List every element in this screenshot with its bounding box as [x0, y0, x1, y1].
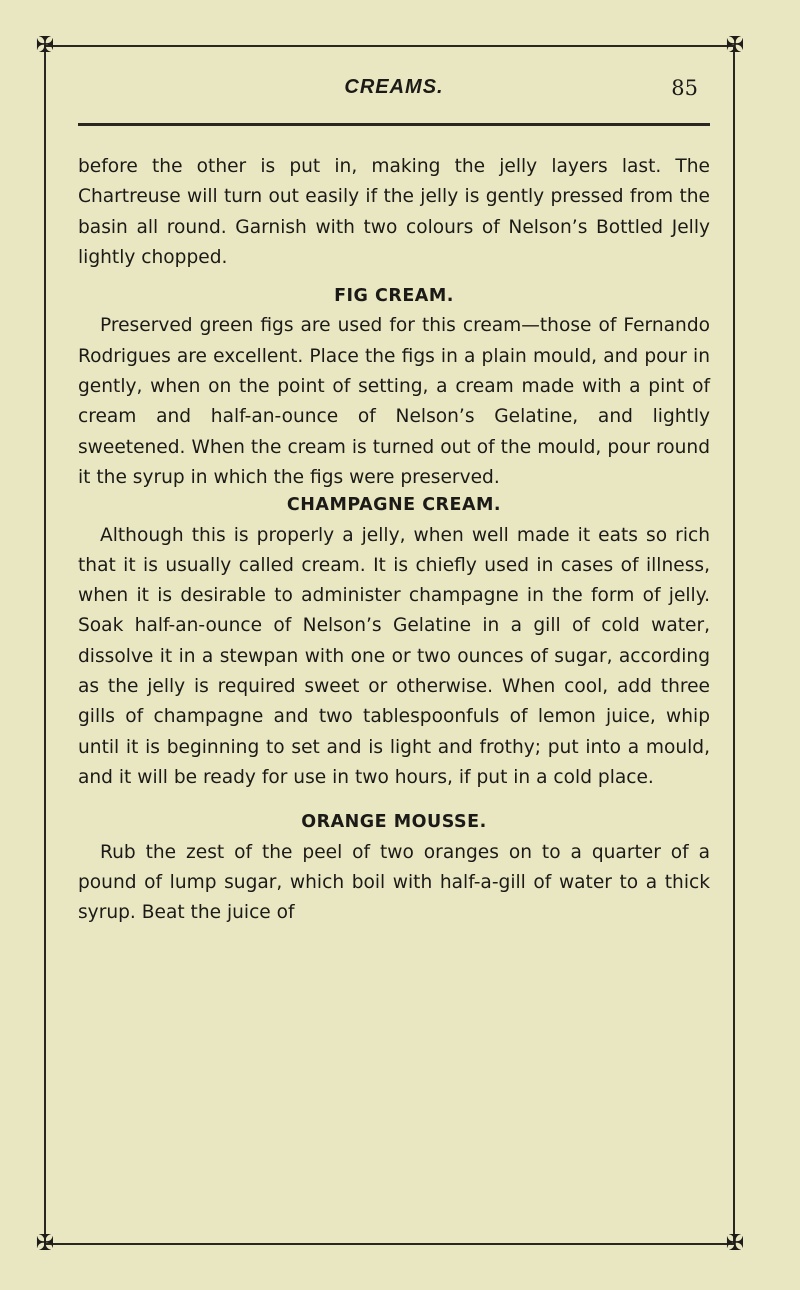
left-border-rule [44, 45, 46, 1245]
page-number: 85 [671, 76, 698, 100]
corner-cross-icon-bottom-left: ✠ [35, 1231, 55, 1256]
orange-mousse-paragraph: Rub the zest of the peel of two oranges on to a quarter of a pound of lump sugar, which boil with half-a-gill of water to a thick syrup. Beat the juice of [78, 841, 710, 924]
corner-cross-icon-top-right: ✠ [725, 33, 745, 58]
champagne-cream-paragraph: Although this is properly a jelly, when well made it eats so rich that it is usually called cream. It is chiefly used in cases of illness, when it is desirable to administer champagne in the form of jelly. Soak half-an-ounce of Nelson’s Gelatine in a gill of cold water, dissolve it in a stewpan with one or two ounces of sugar, according as the jelly is required sweet or otherwise. When cool, add three gills of champagne and two tablespoonfuls of lemon juice, whip until it is beginning to set and is light and frothy; put into a mould, and it will be ready for use in two hours, if put in a cold place. [78, 524, 710, 788]
running-title: CREAMS. [344, 76, 444, 98]
right-border-rule [733, 45, 735, 1245]
bottom-border-rule [44, 1243, 734, 1245]
corner-cross-icon-top-left: ✠ [35, 33, 55, 58]
section-heading-orange-mousse: ORANGE MOUSSE. [301, 812, 487, 833]
top-border-rule [44, 45, 734, 47]
corner-cross-icon-bottom-right: ✠ [725, 1231, 745, 1256]
section-heading-fig-cream: FIG CREAM. [334, 286, 454, 307]
running-head [78, 76, 710, 106]
section-heading-champagne-cream: CHAMPAGNE CREAM. [286, 495, 502, 516]
page-body [78, 152, 710, 928]
header-underline-rule [78, 123, 710, 126]
continued-paragraph: before the other is put in, making the jelly layers last. The Chartreuse will turn out easily if the jelly is gently pressed from the basin all round. Garnish with two colours of Nelson’s Bottled Jelly lightly chopped. [78, 156, 710, 268]
fig-cream-paragraph: Preserved green figs are used for this cream—those of Fernando Rodrigues are excellent. Place the figs in a plain mould, and pour in gently, when on the point of setting, a cream made with a pint of cream and half-an-ounce of Nelson’s Gelatine, and lightly sweetened. When the cream is turned out of the mould, pour round it the syrup in which the figs were preserved. [78, 315, 710, 488]
